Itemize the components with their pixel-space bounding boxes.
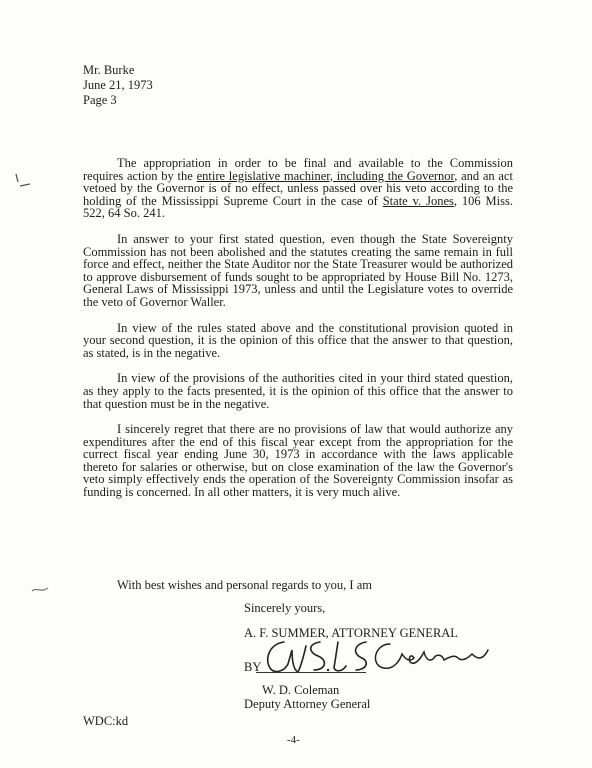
paragraph-3-text: In view of the rules stated above and the constitutional provision quoted in your second question, it is the opinion of this office that the answer to that question, as stated, is in the negative. — [83, 320, 513, 360]
recipient: Mr. Burke — [83, 63, 135, 77]
sincerely-line: Sincerely yours, — [244, 601, 326, 615]
paragraph-1-text-b: , and an act vetoed by the Governor is of no effect, unless passed over his veto according to the holding of the Mississippi Supreme Court in the case of — [83, 168, 514, 208]
by-label: BY — [244, 660, 262, 674]
page-number: -4- — [287, 734, 300, 746]
signer-title: Deputy Attorney General — [244, 697, 371, 711]
paragraph-3 — [83, 322, 513, 360]
paragraph-1 — [83, 157, 513, 220]
case-citation: State v. Jones — [382, 193, 454, 208]
paragraph-1-text-c: , 106 Miss. 522, 64 So. 241. — [83, 193, 513, 221]
letter-date: June 21, 1973 — [83, 78, 153, 92]
attorney-general-line: A. F. SUMMER, ATTORNEY GENERAL — [244, 626, 458, 640]
margin-mark-2 — [30, 585, 50, 595]
paragraph-2 — [83, 233, 513, 309]
letter-header — [83, 63, 153, 108]
signature-line — [256, 672, 366, 673]
paragraph-2-text: In answer to your first stated question, even though the State Sovereignty Commission has not been abolished and the statutes creating the same remain in full force and effect, neither the State Auditor nor the State Treasurer would be authorized to approve disbursement of funds sought to be appropriated by House Bill No. 1273, General Laws of Mississippi 1973, unless and until the Legislature votes to override the veto of Governor Waller. — [83, 231, 513, 309]
page-label: Page 3 — [83, 93, 117, 107]
paragraph-5-text: I sincerely regret that there are no provisions of law that would authorize any expenditures after the end of this fiscal year except from the appropriation for the currect fiscal year ending June 30, 1973 in accordance with the laws applicable thereto for salaries or otherwise, but on close examination of the law the Governor's veto simply effectively ends the operation of the Sovereignty Commission insofar as funding is concerned. In all other matters, it is very much alive. — [83, 422, 513, 500]
paragraph-1-underlined-phrase: entire legislative machiner, including the Governor — [196, 168, 455, 183]
paragraph-1-text-a: The appropriation in order to be final and available to the Commission requires action by the — [83, 156, 513, 183]
paragraph-4 — [83, 372, 513, 410]
margin-mark — [14, 172, 32, 192]
paragraph-5 — [83, 423, 513, 499]
typist-initials: WDC:kd — [83, 714, 129, 728]
signer-name: W. D. Coleman — [262, 683, 340, 697]
letter-body — [83, 157, 513, 512]
closing-line: With best wishes and personal regards to you, I am — [117, 578, 372, 592]
paragraph-4-text: In view of the provisions of the authorities cited in your third stated question, as they apply to the facts presented, it is the opinion of this office that the answer to that question must be in the negative. — [83, 371, 513, 411]
